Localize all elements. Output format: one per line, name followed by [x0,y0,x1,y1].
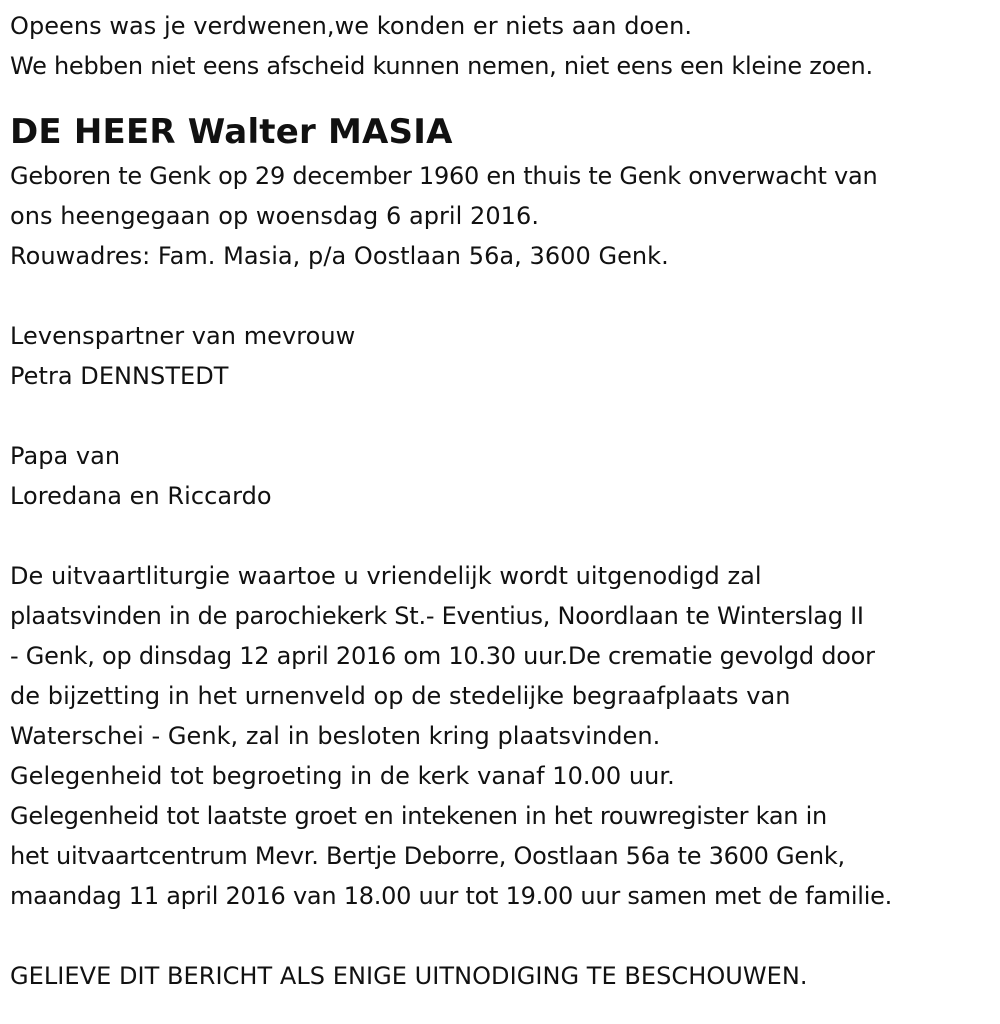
poem-line: Opeens was je verdwenen,we konden er niets aan doen. [10,12,693,40]
ceremony-line: Waterschei - Genk, zal in besloten kring plaatsvinden. [10,722,661,750]
spacer [10,396,995,436]
ceremony-line: - Genk, op dinsdag 12 april 2016 om 10.30 uur.De crematie gevolgd door [10,642,875,670]
ceremony-line: maandag 11 april 2016 van 18.00 uur tot 19.00 uur samen met de familie. [10,882,893,910]
partner-line: Levenspartner van mevrouw [10,322,356,350]
ceremony-line: Gelegenheid tot begroeting in de kerk vanaf 10.00 uur. [10,762,675,790]
partner-section [10,316,995,396]
obituary-notice [10,6,995,996]
children-names: Loredana en Riccardo [10,482,272,510]
poem [10,6,995,86]
partner-name: Petra DENNSTEDT [10,362,229,390]
intro-paragraph [10,156,995,276]
closing-notice: GELIEVE DIT BERICHT ALS ENIGE UITNODIGING TE BESCHOUWEN. [10,962,808,990]
intro-line: Geboren te Genk op 29 december 1960 en thuis te Genk onverwacht van [10,162,878,190]
ceremony-line: het uitvaartcentrum Mevr. Bertje Deborre, Oostlaan 56a te 3600 Genk, [10,842,845,870]
ceremony-line: De uitvaartliturgie waartoe u vriendelijk wordt uitgenodigd zal [10,562,762,590]
spacer [10,516,995,556]
ceremony-line: plaatsvinden in de parochiekerk St.- Eventius, Noordlaan te Winterslag II [10,602,864,630]
intro-line: Rouwadres: Fam. Masia, p/a Oostlaan 56a, 3600 Genk. [10,242,669,270]
ceremony-line: Gelegenheid tot laatste groet en intekenen in het rouwregister kan in [10,802,828,830]
children-line: Papa van [10,442,121,470]
spacer [10,276,995,316]
children-section [10,436,995,516]
ceremony-paragraph [10,556,995,916]
deceased-name: DE HEER Walter MASIA [10,112,453,152]
spacer [10,916,995,956]
intro-line: ons heengegaan op woensdag 6 april 2016. [10,202,539,230]
poem-line: We hebben niet eens afscheid kunnen nemen, niet eens een kleine zoen. [10,52,873,80]
ceremony-line: de bijzetting in het urnenveld op de stedelijke begraafplaats van [10,682,791,710]
